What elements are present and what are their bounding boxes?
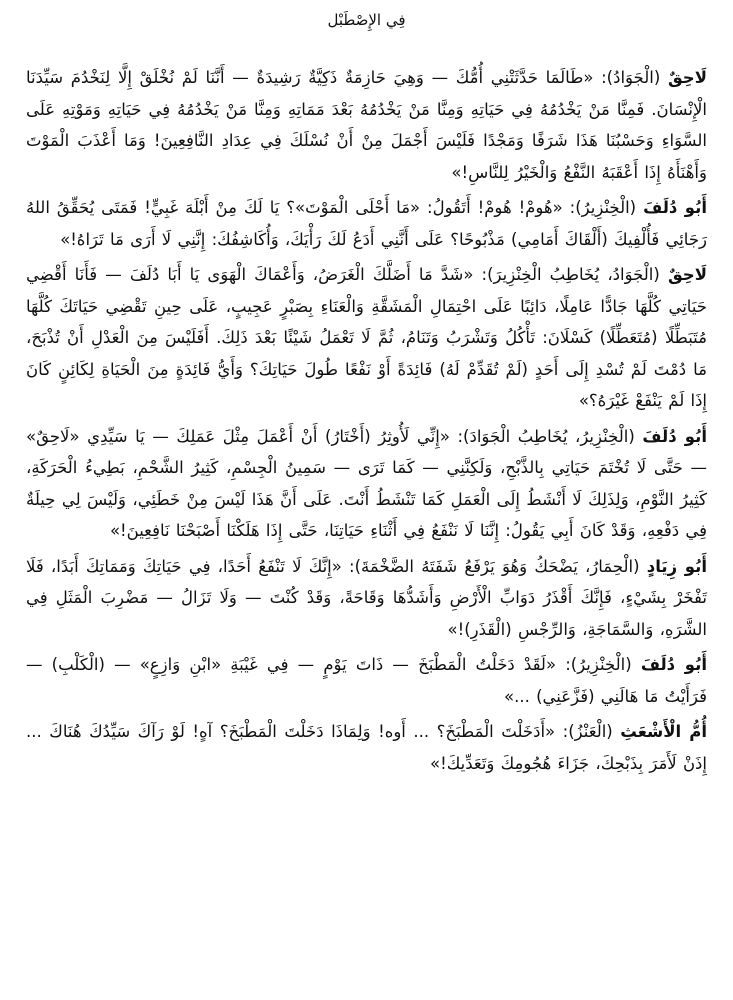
dialogue-text: (الْجَوَادُ): «طَالَمَا حَدَّثَتْنِي أُمُّكَ — وَهِيَ حَازِمَةٌ ذَكِيَّةٌ رَشِيدَةٌ — أَنَّنَا لَمْ نُخْلَقْ إِلَّا لِنَخْدُمَ سَيِّدَنَا الْإِنْسَانَ. فَمِنَّا مَنْ يَخْدُمُهُ فِي حَيَاتِهِ وَمِنَّا مَنْ يَخْدُمُهُ بَعْدَ مَمَاتِهِ وَمِنَّا مَنْ يَخْدُمُهُ فِي حَيَاتِهِ وَمَوْتِهِ عَلَى السَّوَاءِ وَحَسْبُنَا هَذَا شَرَفًا وَمَجْدًا فَلَيْسَ أَجْمَلَ مِنْ أَنْ نُسْلَكَ فِي عِدَادِ النَّافِعِينَ! وَمَا أَعْذَبَ الْمَوْتَ وَأَهْنَأَهُ إِذَا أَعْقَبَهُ النَّفْعُ وَالْخَيْرُ لِلنَّاسِ!» [26, 68, 707, 182]
dialogue-text: (الْحِمَارُ، يَضْحَكُ وَهُوَ يَرْفَعُ شَفَتَهُ الضَّخْمَةَ): «إِنَّكَ لَا تَنْفَعُ أَحَدًا، فِي حَيَاتِكَ وَمَمَاتِكَ أَبَدًا، فَلَا تَفْخَرْ بِشَيْءٍ، فَإِنَّكَ أَقْذَرُ دَوَابِّ الْأَرْضِ وَأَشَدُّهَا وَقَاحَةً، وَقَدْ كُنْتَ — وَلَا تَزَالُ — مَضْرِبَ الْمَثَلِ فِي الشَّرَهِ، وَالسَّمَاجَةِ، وَالرِّجْسِ (الْقَذَرِ)!» [26, 556, 707, 639]
dialogue-paragraph [26, 62, 707, 188]
dialogue-paragraph [26, 716, 707, 779]
speaker-name: أَبُو دُلَفَ [643, 198, 707, 217]
dialogue-paragraph [26, 649, 707, 712]
dialogue-paragraph [26, 192, 707, 255]
speaker-name: أَبُو دُلَفَ [640, 655, 707, 674]
running-head: فِي الإِصْطَبْل [327, 11, 406, 29]
dialogue-text: (الْعَنْزُ): «أَدَخَلْتَ الْمَطْبَخَ؟ ... أَوه! وَلِمَاذَا دَخَلْتَ الْمَطْبَخَ؟ آهٍ! لَوْ رَآكَ سَيِّدُكَ هُنَاكَ ... إِذَنْ لَأَمَرَ بِذَبْحِكَ، جَزَاءَ هُجُومِكَ وَتَعَدِّيكَ!» [26, 722, 707, 773]
speaker-name: لَاحِقٌ [667, 265, 707, 284]
dialogue-text: (الْخِنْزِيرُ، يُخَاطِبُ الْجَوَادَ): «إِنِّي لَأُوثِرُ (أَخْتَارُ) أَنْ أَعْمَلَ مِثْلَ عَمَلِكَ — يَا سَيِّدِي «لَاحِقٌ» — حَتَّى لَا تُخْتَمَ حَيَاتِي بِالذَّبْحِ، وَلَكِنَّنِي — كَمَا تَرَى — سَمِينُ الْجِسْمِ، كَثِيرُ الشَّحْمِ، بَطِيءُ الْحَرَكَةِ، كَثِيرُ النَّوْمِ، وَلِذَلِكَ لَا أَنْشَطُ إِلَى الْعَمَلِ كَمَا تَنْشَطُ أَنْتَ. عَلَى أَنَّ هَذَا لَيْسَ مِنْ خَطَئِي، وَلَيْسَ لِي حِيلَةٌ فِي دَفْعِهِ، وَقَدْ كَانَ أَبِي يَقُولُ: إِنَّنَا لَا نَنْفَعُ فِي أَثْنَاءِ حَيَاتِنَا، حَتَّى إِذَا هَلَكْنَا أَصْبَحْنَا نَافِعِينَ!» [26, 426, 707, 540]
dialogue-paragraph [26, 259, 707, 417]
speaker-name: أَبُو دُلَفَ [642, 426, 707, 446]
dialogue-text: (الْخِنْزِيرُ): «هُومْ! هُومْ! أَتَقُولُ: «مَا أَحْلَى الْمَوْتَ»؟ يَا لَكَ مِنْ أَبْلَهَ غَبِيٍّ! فَمَتَى يُحَقِّقُ اللهُ رَجَائِي فَأُلْفِيكَ (أَلْقَاكَ أَمَامِي) مَذْبُوحًا؟ عَلَى أَنَّنِي أَدَعُ لَكَ رَأْيَكَ، وَأُكَاشِفُكَ: إِنَّنِي لَا أَرَى مَا تَرَاهُ!» [26, 198, 707, 249]
dialogue-text: (الْجَوَادُ، يُخَاطِبُ الْخِنْزِيرَ): «شَدَّ مَا أَضَلَّكَ الْغَرَضُ، وَأَعْمَاكَ الْهَوَى يَا أَبَا دُلَفَ — فَأَنَا أَقْضِي حَيَاتِي كُلَّهَا جَادًّا عَامِلًا، دَائِبًا عَلَى احْتِمَالِ الْمَشَقَّةِ وَالْعَنَاءِ بِصَبْرٍ عَجِيبٍ، عَلَى حِينِ تَقْضِي حَيَاتَكَ كُلَّهَا مُتَبَطِّلًا (مُتَعَطِّلًا) كَسْلَانَ: تَأْكُلُ وَتَشْرَبُ وَتَنَامُ، ثُمَّ لَا تَعْمَلُ شَيْئًا بَعْدَ ذَلِكَ. أَفَلَيْسَ مِنَ الْعَدْلِ أَنْ تُذْبَحَ، مَا دُمْتَ لَمْ تُسْدِ إِلَى أَحَدٍ (لَمْ تُقَدِّمْ لَهُ) فَائِدَةً أَوْ نَفْعًا طُولَ حَيَاتِكَ؟ وَأَيُّ فَائِدَةٍ مِنَ الْحَيَاةِ لِكَائِنٍ كَانَ إِذَا لَمْ يَنْفَعْ غَيْرَهُ؟» [26, 265, 707, 410]
speaker-name: أُمُّ الْأَشْعَثِ [620, 722, 707, 741]
dialogue-text: (الْخِنْزِيرُ): «لَقَدْ دَخَلْتُ الْمَطْبَخَ — ذَاتَ يَوْمٍ — فِي غَيْبَةِ «ابْنِ وَازِعٍ» — (الْكَلْبِ) — فَرَأَيْتُ مَا هَالَنِي (فَزَّعَنِي) ...» [26, 655, 707, 706]
dialogue-paragraph [26, 551, 707, 646]
speaker-name: لَاحِقٌ [667, 68, 707, 87]
dialogue-paragraph [26, 421, 707, 547]
speaker-name: أَبُو زِيَادٍ [646, 556, 707, 576]
